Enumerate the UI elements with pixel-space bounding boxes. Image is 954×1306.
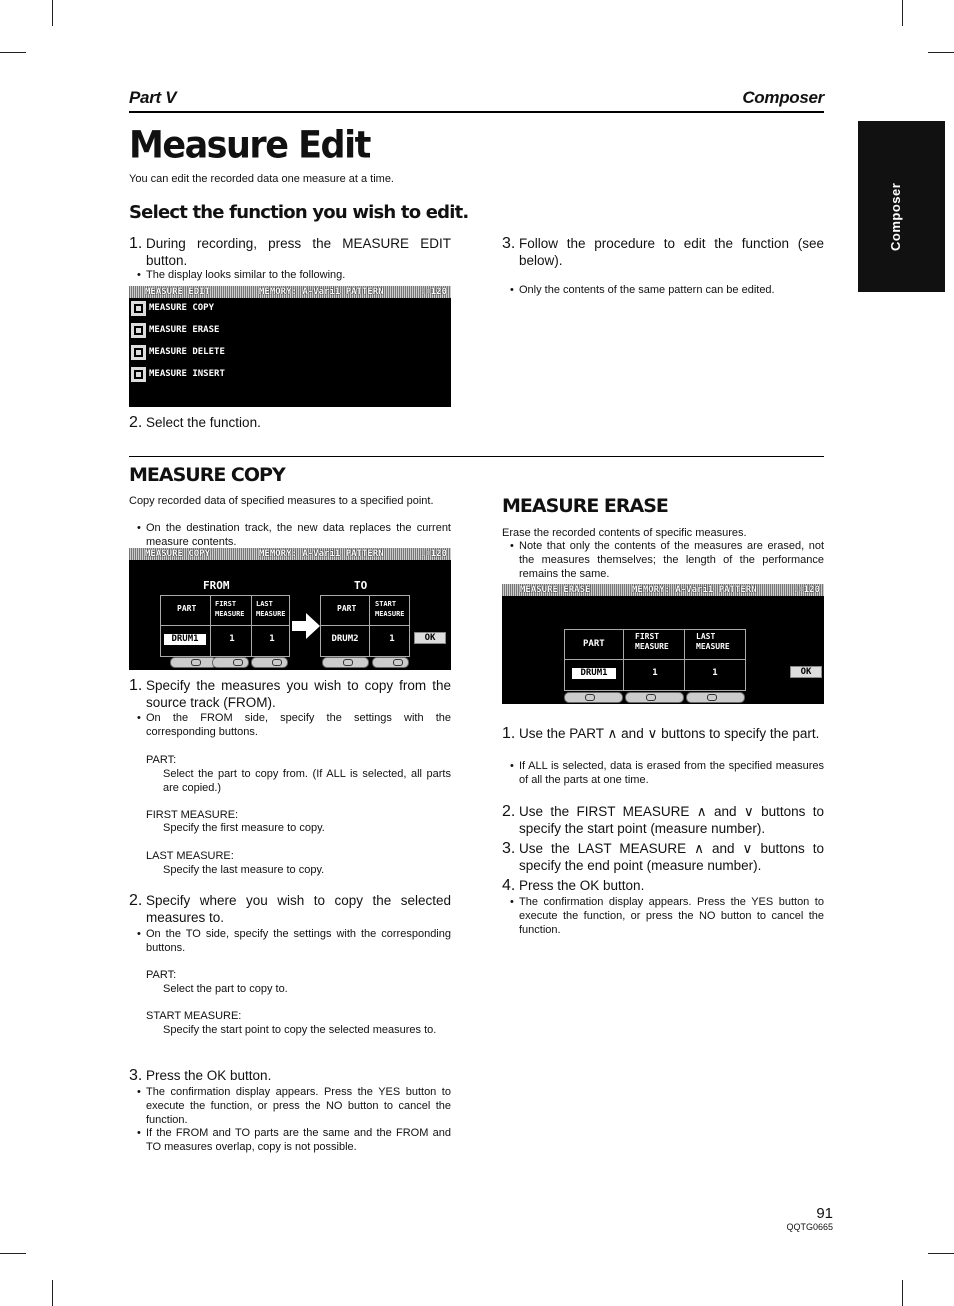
grid-line <box>684 629 685 691</box>
side-tab <box>858 121 945 292</box>
step-number: 3. <box>502 235 516 252</box>
step-text: Follow the procedure to edit the function (see below). <box>519 236 824 268</box>
screen-title: MEASURE COPY <box>145 549 211 559</box>
measure-edit-screen <box>129 286 451 407</box>
copy-heading: MEASURE COPY <box>129 464 285 486</box>
menu-label: MEASURE ERASE <box>149 325 220 335</box>
first-measure-value[interactable]: 1 <box>652 668 658 678</box>
select-step-2 <box>129 414 451 431</box>
crop-mark <box>0 1253 26 1254</box>
to-part-header: PART <box>337 604 357 613</box>
from-part-updown-button[interactable] <box>170 657 217 668</box>
step-text: Press the OK button. <box>519 878 645 893</box>
from-last-value[interactable]: 1 <box>269 634 275 644</box>
arrow-right-icon <box>292 613 320 639</box>
step-number: 3. <box>129 1067 143 1084</box>
page-number: 91 <box>816 1205 833 1222</box>
header-part: Part V <box>129 88 177 107</box>
insert-icon <box>131 367 146 382</box>
step-text: Use the LAST MEASURE ∧ and ∨ buttons to specify the end point (measure number). <box>519 841 824 873</box>
last-measure-header: LAST MEASURE <box>696 632 730 651</box>
note-text: If ALL is selected, data is erased from the specified measures of all the parts at one time. <box>519 760 824 786</box>
step-text: Specify the measures you wish to copy from the source track (FROM). <box>146 678 451 710</box>
grid-line <box>210 595 211 657</box>
select-heading: Select the function you wish to edit. <box>129 202 469 223</box>
copy-step-1 <box>129 677 451 711</box>
menu-label: MEASURE INSERT <box>149 369 225 379</box>
step-number: 1. <box>129 677 143 694</box>
copy-step-2-note: • On the TO side, specify the settings with the corresponding buttons. <box>137 928 451 954</box>
step-number: 2. <box>129 414 143 431</box>
note-text: The confirmation display appears. Press the YES button to execute the function, or press the NO button to cancel the function. <box>146 1086 451 1126</box>
screen-title-bar <box>502 584 824 596</box>
copy-step-3 <box>129 1067 451 1084</box>
menu-label: MEASURE COPY <box>149 303 215 313</box>
last-measure-updown-button[interactable] <box>686 692 745 703</box>
note-text: On the FROM side, specify the settings with the corresponding buttons. <box>146 712 451 738</box>
erase-step-4 <box>502 877 824 894</box>
ok-button[interactable]: OK <box>790 666 822 678</box>
item-desc: Specify the start point to copy the selected measures to. <box>163 1024 437 1036</box>
item-label: LAST MEASURE: <box>146 850 234 862</box>
select-step-1-note: • The display looks similar to the following. <box>137 268 451 282</box>
page-title: Measure Edit <box>129 124 370 168</box>
item-label: PART: <box>146 969 177 981</box>
note-text: The confirmation display appears. Press the YES button to execute the function, or press the NO button to cancel the function. <box>519 896 824 936</box>
grid-line <box>623 629 624 691</box>
section-rule <box>129 456 824 457</box>
screen-title-bar <box>129 548 451 560</box>
part-updown-button[interactable] <box>564 692 623 703</box>
crop-mark <box>52 0 53 26</box>
step-text: Use the PART ∧ and ∨ buttons to specify the part. <box>519 726 820 741</box>
crop-mark <box>902 0 903 26</box>
note-text: Note that only the contents of the measures are erased, not the measures themselves; the length of the performance remains the same. <box>519 540 824 580</box>
menu-label: MEASURE DELETE <box>149 347 225 357</box>
from-last-updown-button[interactable] <box>251 657 288 668</box>
note-text: Only the contents of the same pattern can be edited. <box>519 284 775 296</box>
step-text: During recording, press the MEASURE EDIT button. <box>146 236 451 268</box>
screen-memory: MEMORY: A-Vari1 PATTERN <box>259 287 384 297</box>
copy-desc: Copy recorded data of specified measures to a specified point. <box>129 495 434 507</box>
last-measure-value[interactable]: 1 <box>712 668 718 678</box>
item-label: START MEASURE: <box>146 1010 242 1022</box>
copy-step-2 <box>129 892 451 926</box>
ok-button[interactable]: OK <box>414 632 446 644</box>
to-start-value[interactable]: 1 <box>389 634 395 644</box>
erase-step-1-note: • If ALL is selected, data is erased from the specified measures of all the parts at one time. <box>510 760 824 786</box>
doc-code: QQTG0665 <box>786 1222 833 1232</box>
copy-step-3-note-2: • If the FROM and TO parts are the same and the FROM and TO measures overlap, copy is not possible. <box>137 1127 451 1153</box>
grid-line <box>160 625 290 626</box>
from-part-value[interactable]: DRUM1 <box>164 634 206 645</box>
grid-line <box>369 595 370 657</box>
to-part-updown-button[interactable] <box>322 657 369 668</box>
screen-title-bar <box>129 286 451 298</box>
step-number: 1. <box>129 235 143 252</box>
select-step-3 <box>502 235 824 269</box>
step-text: Press the OK button. <box>146 1068 272 1083</box>
screen-memory: MEMORY: A-Vari1 PATTERN <box>259 549 384 559</box>
item-desc: Specify the last measure to copy. <box>163 864 325 876</box>
select-step-1 <box>129 235 451 269</box>
step-number: 2. <box>129 892 143 909</box>
select-step-3-note: • Only the contents of the same pattern can be edited. <box>510 283 824 297</box>
from-first-value[interactable]: 1 <box>229 634 235 644</box>
from-first-updown-button[interactable] <box>212 657 249 668</box>
crop-mark <box>928 52 954 53</box>
copy-note: • On the destination track, the new data replaces the current measure contents. <box>137 522 451 548</box>
screen-title: MEASURE ERASE <box>520 585 591 595</box>
erase-step-1 <box>502 725 824 759</box>
erase-desc: Erase the recorded contents of specific measures. <box>502 527 747 539</box>
first-measure-header: FIRST MEASURE <box>635 632 669 651</box>
copy-step-3-note-1: • The confirmation display appears. Press the YES button to execute the function, or press the NO button to cancel the function. <box>137 1086 451 1126</box>
item-label: PART: <box>146 754 177 766</box>
screen-memory: MEMORY: A-Vari1 PATTERN <box>632 585 757 595</box>
header-rule <box>129 111 824 113</box>
screen-title: MEASURE EDIT <box>145 287 211 297</box>
intro-text: You can edit the recorded data one measure at a time. <box>129 173 394 185</box>
crop-mark <box>928 1253 954 1254</box>
note-text: On the TO side, specify the settings with the corresponding buttons. <box>146 928 451 954</box>
grid-line <box>320 625 410 626</box>
step-number: 1. <box>502 725 516 742</box>
screen-tempo: ♩=120 <box>792 585 820 595</box>
item-label: FIRST MEASURE: <box>146 809 239 821</box>
erase-step-3 <box>502 840 824 874</box>
screen-tempo: ♩=120 <box>419 549 447 559</box>
from-last-header: LAST MEASURE <box>256 600 286 618</box>
delete-icon <box>131 345 146 360</box>
item-desc: Specify the first measure to copy. <box>163 822 325 834</box>
step-text: Use the FIRST MEASURE ∧ and ∨ buttons to specify the start point (measure number). <box>519 804 824 836</box>
header-section: Composer <box>742 88 824 107</box>
to-label: TO <box>354 579 368 592</box>
crop-mark <box>0 52 26 53</box>
to-start-updown-button[interactable] <box>372 657 409 668</box>
erase-note: • Note that only the contents of the measures are erased, not the measures themselves; the length of the performance remains the same. <box>510 540 824 580</box>
note-text: On the destination track, the new data replaces the current measure contents. <box>146 522 451 548</box>
part-header: PART <box>583 639 605 649</box>
erase-heading: MEASURE ERASE <box>502 495 668 517</box>
grid-line <box>251 595 252 657</box>
from-part-header: PART <box>177 604 197 613</box>
step-number: 3. <box>502 840 516 857</box>
copy-step-1-note: • On the FROM side, specify the settings with the corresponding buttons. <box>137 712 451 738</box>
step-number: 4. <box>502 877 516 894</box>
note-text: The display looks similar to the following. <box>146 269 346 281</box>
grid-line <box>564 659 746 660</box>
from-first-header: FIRST MEASURE <box>215 600 245 618</box>
crop-mark <box>902 1280 903 1306</box>
screen-tempo: ♩=120 <box>419 287 447 297</box>
note-text: If the FROM and TO parts are the same and the FROM and TO measures overlap, copy is not possible. <box>146 1127 451 1153</box>
erase-step-4-note: • The confirmation display appears. Press the YES button to execute the function, or press the NO button to cancel the function. <box>510 896 824 936</box>
side-tab-label: Composer <box>888 182 903 251</box>
part-value[interactable]: DRUM1 <box>572 668 616 679</box>
erase-icon <box>131 323 146 338</box>
step-text: Select the function. <box>146 415 261 430</box>
first-measure-updown-button[interactable] <box>625 692 684 703</box>
measure-erase-screen <box>502 584 824 704</box>
item-desc: Select the part to copy from. (If ALL is selected, all parts are copied.) <box>163 768 451 794</box>
to-start-header: START MEASURE <box>375 600 405 618</box>
crop-mark <box>52 1280 53 1306</box>
step-number: 2. <box>502 803 516 820</box>
step-text: Specify where you wish to copy the selected measures to. <box>146 893 451 925</box>
from-label: FROM <box>203 579 230 592</box>
copy-icon <box>131 301 146 316</box>
to-part-value[interactable]: DRUM2 <box>331 634 359 644</box>
item-desc: Select the part to copy to. <box>163 983 288 995</box>
measure-copy-screen <box>129 548 451 670</box>
erase-step-2 <box>502 803 824 837</box>
